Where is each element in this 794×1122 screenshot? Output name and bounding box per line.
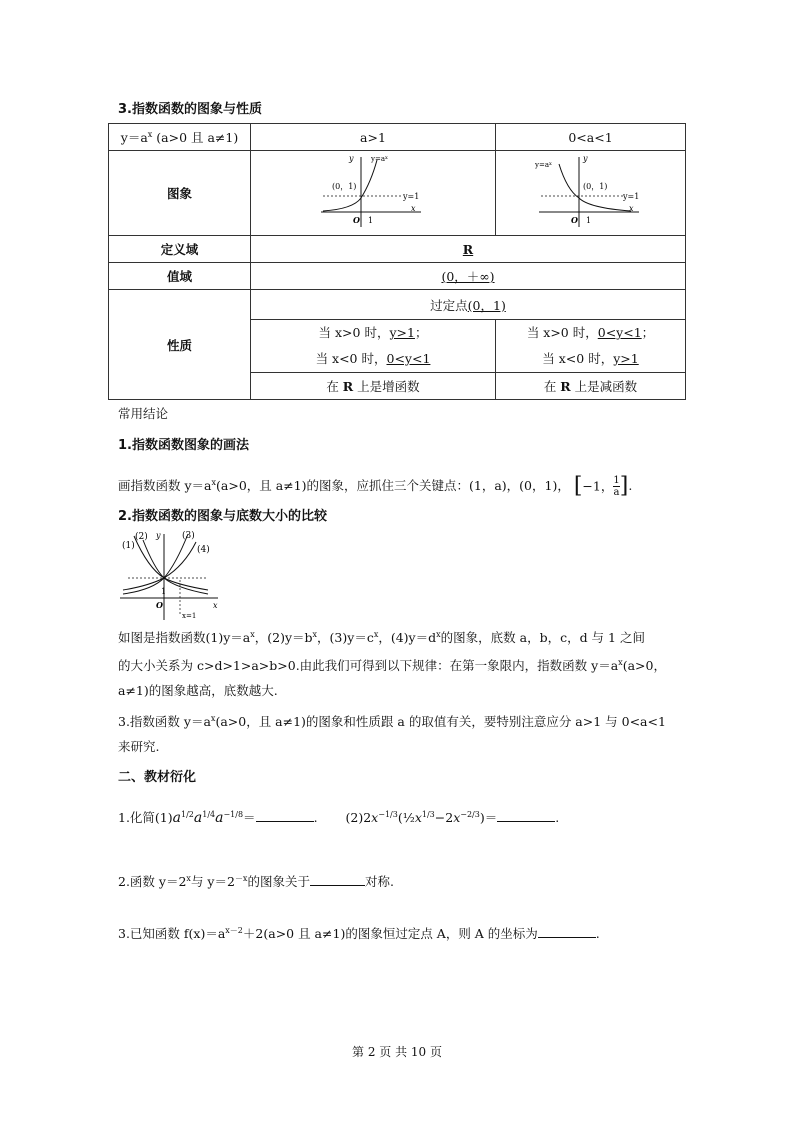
tick-label: 1 xyxy=(368,215,374,225)
graph-a-lt-1-cell xyxy=(496,151,686,236)
graph-a-gt-1 xyxy=(313,152,433,232)
row-label-graph: 图象 xyxy=(109,151,251,236)
page-footer: 第 2 页 共 10 页 xyxy=(352,1045,442,1059)
tick-label: 1 xyxy=(585,215,591,225)
label-3: (3) xyxy=(182,531,195,541)
base-comparison-figure xyxy=(118,528,223,623)
asymptote-label: y=1 xyxy=(622,191,639,201)
common-conclusion: 常用结论 xyxy=(118,406,169,421)
header-a-lt-1: 0<a<1 xyxy=(496,124,686,151)
one-label: 1 xyxy=(161,587,167,596)
question-1: 1.化简$(1)a^{1/2}a^{1/4}a^{-1/8}=$ . $(2)2x^{-1/3}(\frac{1}{2}x^{1/3}-2x^{-2/3})=$ . xyxy=(118,810,560,827)
item3-line1: 3.指数函数 $y=a^x(a>0$，且 a≠1)的图象和性质跟 a 的取值有关，要特别注意应分 a>1 与 0<a<1 xyxy=(118,714,666,730)
row-label-range: 值域 xyxy=(109,263,251,290)
monotonic-a-gt-1: 在 R 上是增函数 xyxy=(251,373,496,400)
section2-title: 二、教材衍化 xyxy=(118,770,197,785)
header-definition: $y=a^x$ (a>0 且 a≠1) xyxy=(109,124,251,151)
answer-blank-2[interactable] xyxy=(497,809,555,822)
point-label: (0，1) xyxy=(582,181,607,191)
item1-text: 画指数函数 $y=a^x(a>0$，且 a≠1)的图象，应抓住三个关键点：(1，a)，(0，1)， [−1， $\frac{1}{a}$ ]. xyxy=(118,473,633,499)
question-3: 3.已知函数 $f(x)=a^{x-2}+2(a>0$ 且 a≠1)的图象恒过定点 A，则 A 的坐标为 . xyxy=(118,926,600,942)
monotonic-a-lt-1: 在 R 上是减函数 xyxy=(496,373,686,400)
item3-line2: 来研究. xyxy=(118,739,160,754)
item2-line2: 的大小关系为 c>d>1>a>b>0.由此我们可得到以下规律：在第一象限内，指数函数 $y=a^x(a>0$， xyxy=(118,658,666,674)
row-label-domain: 定义域 xyxy=(109,236,251,263)
values-a-gt-1: 当 x>0 时，y>1； 当 x<0 时，0<y<1 xyxy=(251,320,496,373)
range-value: (0，＋∞) xyxy=(251,263,686,290)
property-table xyxy=(108,123,686,400)
answer-blank-1[interactable] xyxy=(256,809,314,822)
header-a-gt-1: a>1 xyxy=(251,124,496,151)
x1-label: x=1 xyxy=(182,612,197,620)
axis-y-label: y xyxy=(349,153,354,163)
label-1: (1) xyxy=(122,541,135,551)
graph-a-gt-1-cell xyxy=(251,151,496,236)
item2-line1: 如图是指数函数$(1)y=a^x$，$(2)y=b^x$，$(3)y=c^x$，$(4)y=d^x$的图象，底数 a，b，c，d 与 1 之间 xyxy=(118,630,645,646)
curve-label: $y=a^x$ xyxy=(534,160,552,169)
label-4: (4) xyxy=(197,545,210,555)
answer-blank-4[interactable] xyxy=(538,925,596,938)
axis-x-label: x xyxy=(411,203,416,213)
question-2: 2.函数 $y=2^x$与 $y=2^{-x}$的图象关于 对称. xyxy=(118,874,394,890)
fixed-point: 过定点(0，1) xyxy=(251,290,686,320)
origin-label: O xyxy=(353,214,360,225)
axis-y-label: y xyxy=(582,153,588,163)
axis-x-label: x xyxy=(213,601,218,610)
answer-blank-3[interactable] xyxy=(310,873,365,886)
values-a-lt-1: 当 x>0 时，0<y<1； 当 x<0 时，y>1 xyxy=(496,320,686,373)
section-title: 3.指数函数的图象与性质 xyxy=(118,102,262,117)
row-label-properties: 性质 xyxy=(109,290,251,400)
item2-line3: a≠1)的图象越高，底数越大. xyxy=(118,683,278,698)
domain-value-text: R xyxy=(462,241,474,257)
item2-title: 2.指数函数的图象与底数大小的比较 xyxy=(118,509,327,524)
axis-y-label: y xyxy=(156,531,161,540)
origin-label: O xyxy=(156,600,163,610)
point-label: (0，1) xyxy=(332,181,357,191)
item1-title: 1.指数函数图象的画法 xyxy=(118,438,249,453)
domain-value xyxy=(251,236,686,263)
axis-x-label: x xyxy=(628,203,634,213)
label-2: (2) xyxy=(135,532,148,542)
graph-a-lt-1 xyxy=(531,152,651,232)
bracket-point: [−1， $\frac{1}{a}$ ] xyxy=(573,473,629,499)
curve-label: $y=a^x$ xyxy=(371,154,388,163)
origin-label: O xyxy=(570,214,578,225)
asymptote-label: y=1 xyxy=(403,191,420,201)
